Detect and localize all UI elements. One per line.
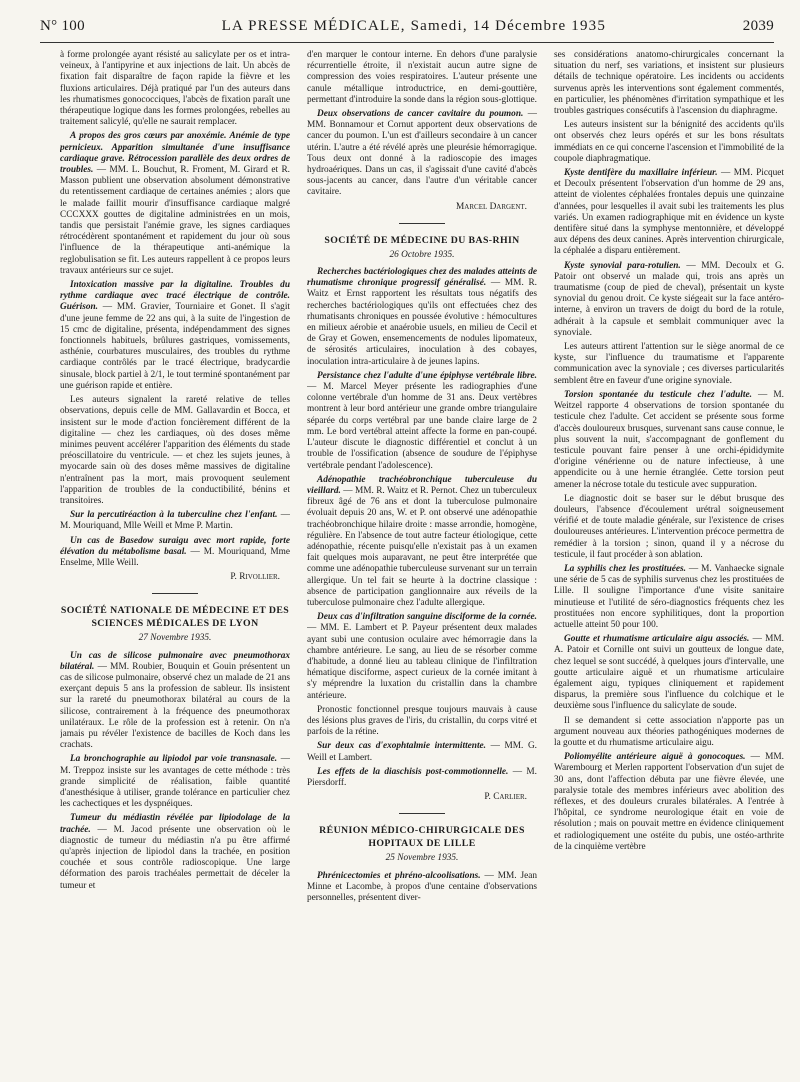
article-title: Intoxication massive par la digitaline. Troubles du rythme cardiaque avec tracé électrique de contrôle. Guérison. xyxy=(60,280,290,313)
section-separator xyxy=(152,593,198,594)
paragraph: Pronostic fonctionnel presque toujours mauvais à cause des lésions plus graves de l'iris, du cristallin, du corps vitré et parfois de la rétine. xyxy=(307,704,537,738)
article-body: — M. Weitzel rapporte 4 observations de torsion spontanée du testicule chez l'adulte. Cet accident se présente sous forme d'accès douloureux brusques, survenant sans cause connue, le plus souvent la nuit, s'accompagnant de gonflement du testicule pouvant faire penser à une orchi-épididymite d'origine vénérienne ou de nature infectieuse, à une appendicite ou à une hernie étranglée. Cette torsion peut amener la nécrose totale du testicule avec suppuration. xyxy=(554,389,784,490)
article-body: — M. Piersdorff. xyxy=(307,766,537,788)
article-body: — M. Mouriquand, Mlle Weill et Mme P. Martin. xyxy=(60,510,290,532)
article-title: La syphilis chez les prostituées. xyxy=(564,563,686,574)
paragraph: Les auteurs attirent l'attention sur le siège anormal de ce kyste, sur l'influence du traumatisme et l'apparente communication avec la synoviale ; ces diverses particularités semblent être en faveur d'une origine synoviale. xyxy=(554,342,784,386)
paragraph xyxy=(307,475,537,609)
article-body: — M. Treppoz insiste sur les avantages de cette méthode : très grande simplicité de réalisation, faible quantité d'anesthésique à utiliser, grande tolérance en particulier chez les cachectiques et les dyspnéiques. xyxy=(60,754,290,810)
paragraph: d'en marquer le contour interne. En dehors d'une paralysie récurrentielle étroite, il n'existait aucun autre signe de compression des voies respiratoires. L'auteur présente une canule métallique introductrice, en demi-gouttière, permettant d'introduire la sonde dans la région sous-glottique. xyxy=(307,50,537,105)
session-date: 25 Novembre 1935. xyxy=(385,853,459,864)
article-title: La bronchographie au lipiodol par voie transnasale. xyxy=(70,754,278,765)
article-title: Phrénicectomies et phréno-alcoolisations. xyxy=(317,870,481,881)
article-body: — MM. Decoulx et G. Patoir ont observé un malade qui, trois ans après un traumatisme (coup de pied de cheval), présentait un kyste synovial du genou droit. Ce kyste siégeait sur la face antéro-interne, à environ un travers de doigt du bord de la rotule, adhérait à la capsule et semblait communiquer avec la synoviale. xyxy=(554,260,784,338)
section-heading: SOCIÉTÉ DE MÉDECINE DU BAS-RHIN xyxy=(324,234,520,246)
article-body: — MM. L. Bouchut, R. Froment, M. Girard et R. Masson publient une observation absolument démonstrative du retentissement cardiaque de certaines anémies ; alors que le malade faillit mourir d'insuffisance cardiaque malgré CCCXXX gouttes de digitaline administrées en un mois, tandis que persistait l'anémie grave, les signes cardiaques rétrocédèrent spontanément et rapidement du jour où sous l'influence de la thérapeutique anti-anémique la reglobulisation se fit. Les auteurs rappellent à ce propos leurs travaux antérieurs sur ce sujet. xyxy=(60,165,290,276)
paragraph: Les auteurs signalent la rareté relative de telles observations, depuis celle de MM. Gallavardin et Bocca, et insistent sur le mode d'action foncièrement différent de la digitaline — chez les cardiaques, où des doses même minimes peuvent accélérer l'apparition des éléments du stade préoscillatoire du ventricule. — et chez les sujets jeunes, à myocarde sain où des doses même massives de digitaline n'entraînent pas la mort, mais provoquent seulement l'apparition de troubles de la conductibilité, bénins et transitoires. xyxy=(60,395,290,506)
article-title: Sur deux cas d'exophtalmie intermittente. xyxy=(317,741,486,752)
section-separator xyxy=(399,813,445,814)
article-body: — M. Vanhaecke signale une série de 5 cas de syphilis survenus chez les prostituées de Lille. Il souligne l'importance d'une visite sanitaire minutieuse et l'utilité de séro-diagnostics fréquents chez les prostituées non encore syphilitiques, dont la proportion actuelle atteint 50 pour 100. xyxy=(554,563,784,630)
session-date: 27 Novembre 1935. xyxy=(138,633,212,644)
paragraph xyxy=(554,564,784,631)
article-body: — M. Jacod présente une observation où le diagnostic de tumeur du médiastin n'a pu être affirmé qu'après injection de lipiodol dans la trachée, en position couchée et sous contrôle radioscopique. Une large déformation des parois trachéales permettait de déceler la tumeur et xyxy=(60,824,290,891)
article-title: Persistance chez l'adulte d'une épiphyse vertébrale libre. xyxy=(317,370,537,381)
article-body: — MM. Roubier, Bouquin et Gouin présentent un cas de silicose pulmonaire, observé chez un malade de 21 ans exerçant depuis 5 ans la profession de sableur. Ils insistent sur la rareté du pneumothorax bilatéral au cours de la silicose, contrairement à la fréquence des pneumothorax unilatéraux. Le rôle de la profession est à retenir. On n'a jamais pu révéler l'existence de bacilles de Koch dans les crachats. xyxy=(60,661,290,751)
article-body: — MM. Bonnamour et Cornut apportent deux observations de cancer du poumon. L'un est d'ailleurs secondaire à un cancer utérin. L'autre a été révélé après une pleurésie hémorragique. Tous deux ont donné à la radioscopie des images hydroaériques. Dans un cas, il s'agissait d'une cavité d'abcès sous-jacents au cancer, dans l'autre d'un véritable cancer cavitaire. xyxy=(307,109,537,198)
issue-number: N° 100 xyxy=(40,18,85,34)
paragraph xyxy=(307,741,537,763)
paragraph: à forme prolongée ayant résisté au salicylate per os et intra-veineux, à l'antipyrine et aux injections de lait. Un abcès de fixation fait disparaître de façon rapide la fièvre et les fluxions articulaires. Déjà pratiqué par l'un des auteurs dans les rhumatismes gonococciques, l'abcès de fixation paraît une thérapeutique logique dans les formes prolongées, rebelles au traitement salicylé, qu'elle ne saurait remplacer. xyxy=(60,50,290,128)
paragraph xyxy=(554,168,784,258)
article-title: Torsion spontanée du testicule chez l'adulte. xyxy=(564,389,752,400)
section-separator xyxy=(399,223,445,224)
paragraph xyxy=(307,371,537,472)
article-title: A propos des gros cœurs par anoxémie. Anémie de type pernicieux. Apparition simultanée d'une insuffisance cardiaque grave. Rétrocession parallèle des deux ordres de troubles. xyxy=(60,131,290,176)
article-title: Recherches bactériologiques chez des malades atteints de rhumatisme chronique progressif généralisé. xyxy=(307,267,537,289)
paragraph xyxy=(60,280,290,392)
signature: P. Rivollier. xyxy=(230,572,280,583)
article-title: Goutte et rhumatisme articulaire aigu associés. xyxy=(564,634,750,645)
paragraph xyxy=(307,109,537,199)
article-title: Kyste synovial para-rotulien. xyxy=(564,260,681,271)
publication-title: LA PRESSE MÉDICALE, Samedi, 14 Décembre 1935 xyxy=(221,18,607,34)
signature: P. Carlier. xyxy=(484,792,527,803)
article-body: — M. Mouriquand, Mme Enselme, Mlle Weill. xyxy=(60,546,290,568)
article-title: Un cas de silicose pulmonaire avec pneumothorax bilatéral. xyxy=(60,650,290,672)
paragraph xyxy=(307,767,537,789)
article-title: Kyste dentifère du maxillaire inférieur. xyxy=(564,168,718,179)
header-rule xyxy=(40,42,774,43)
article-title: Deux observations de cancer cavitaire du poumon. xyxy=(317,109,524,120)
section-heading: RÉUNION MÉDICO-CHIRURGICALE DES HOPITAUX DE LILLE xyxy=(319,825,525,850)
article-title: Poliomyélite antérieure aiguë à gonocoques. xyxy=(564,752,746,763)
article-body: — MM. G. Weill et Lambert. xyxy=(307,741,537,763)
paragraph: Le diagnostic doit se baser sur le début brusque des douleurs, l'absence d'écoulement urétral soigneusement vérifié et de toute maladie générale, sur l'existence de crises douloureuses antérieures. L'intervention précoce permettra de remédier à la torsion ; sinon, quand il y a nécrose du testicule, il faut procéder à son ablation. xyxy=(554,493,784,560)
article-body: — MM. Gravier, Tourniaire et Gonet. Il s'agit d'une jeune femme de 22 ans qui, à la suite de l'ingestion de 15 cmc de digitaline, présenta, indépendamment des signes fonctionnels habituels, brûlures gastriques, vomissements, asthénie, courbatures musculaires, des troubles du rythme cardiaque contrôlés par le tracé électrique, bradycardie sinusale, block partiel à 2/1, le tout terminé spontanément par une guérison rapide et entière. xyxy=(60,302,290,391)
article-title: Adénopathie trachéobronchique tuberculeuse du vieillard. xyxy=(307,474,537,496)
column-1 xyxy=(60,50,290,1082)
paragraph: Les auteurs insistent sur la bénignité des accidents qu'ils ont observés chez leurs opérés et sur les bons résultats immédiats en ce qui concerne l'ascension et l'immobilité de la coupole diaphragmatique. xyxy=(554,120,784,164)
paragraph xyxy=(554,752,784,853)
paragraph xyxy=(307,871,537,905)
article-body: — M. Marcel Meyer présente les radiographies d'une colonne vertébrale d'un homme de 31 ans. Deux vertèbres montrent à leur bord antérieur une grande ombre triangulaire séparée du corps vertébral par une bande claire large de 2 mm. Le bord vertébral atteint affecte la forme en pan-coupé. L'auteur discute le diagnostic différentiel et conclut à un trouble de l'ossification (absence de soudure de l'épiphyse vertébrale pendant l'adolescence). xyxy=(307,382,537,471)
page-header xyxy=(40,18,774,40)
paragraph xyxy=(60,510,290,532)
column-3 xyxy=(554,50,784,1082)
article-body: — MM. R. Waitz et Ernst rapportent les résultats tous négatifs des recherches bactériologiques qu'ils ont effectuées chez des rhumatisants chroniques en poussée évolutive : hémocultures en milieux aérobie et anaérobie usuels, en milieu de Cecil et de Gray et Gowen, ensemencements de nodules lipomateux, de sérosités articulaires, inoculation à des cobayes, inoculation intra-articulaire à de jeunes lapins. xyxy=(307,278,537,367)
paragraph xyxy=(60,813,290,891)
article-body: — MM. Picquet et Decoulx présentent l'observation d'un homme de 29 ans, atteint de violentes céphalées frontales depuis une quinzaine d'années, pour lesquelles il avait subi les traitements les plus variés. Un examen radiographique mit en évidence un kyste dentifère situé dans la symphyse mentonnière, et développé aux dépens des deux canines. Après intervention chirurgicale, la céphalée a disparu entièrement. xyxy=(554,168,784,257)
article-body: — MM. E. Lambert et P. Payeur présentent deux malades ayant subi une contusion oculaire avec hémorragie dans la chambre antérieure. Le sang, au lieu de se résorber comme d'habitude, a donné lieu au tableau clinique de l'infiltration hématique disciforme, aspect curieux de la cornée imitant à s'y méprendre la luxation du cristallin dans la chambre antérieure. xyxy=(307,623,537,701)
column-2 xyxy=(307,50,537,1082)
article-body: — MM. Jean Minne et Lacombe, à propos d'une centaine d'observations personnelles, présentent diver- xyxy=(307,870,537,903)
page-number: 2039 xyxy=(742,18,774,34)
paragraph xyxy=(60,754,290,810)
article-title: Sur la percutiréaction à la tuberculine chez l'enfant. xyxy=(70,510,278,521)
paragraph: Il se demandent si cette association n'apporte pas un argument nouveau aux théories pathogéniques modernes de la goutte et du rhumatisme articulaire aigu. xyxy=(554,715,784,748)
article-title: Deux cas d'infiltration sanguine disciforme de la cornée. xyxy=(317,612,537,623)
article-body: — MM. Warembourg et Merlen rapportent l'observation d'un sujet de 30 ans, dont l'affection débuta par une fièvre élevée, une paralysie totale des membres inférieurs avec abolition des réflexes, et des douleurs crurales bilatérales. A l'entrée à l'hôpital, ce syndrome neurologique était en voie de résolution ; mais on pouvait mettre en évidence cliniquement et radiologiquement une ostéite du pubis, une ostéo-arthrite de la cinquième vertèbre xyxy=(554,752,784,852)
paragraph xyxy=(307,612,537,702)
paragraph xyxy=(60,536,290,570)
paragraph xyxy=(60,131,290,277)
paragraph xyxy=(307,267,537,368)
paragraph xyxy=(60,651,290,752)
paragraph xyxy=(554,634,784,712)
paragraph xyxy=(554,261,784,339)
signature: Marcel Dargent. xyxy=(456,201,527,212)
article-body: — MM. A. Patoir et Cornille ont suivi un goutteux de longue date, chez lequel se sont succédé, à quelques jours d'intervalle, une goutte articulaire aiguë et un rhumatisme articulaire également aigu, typiques cliniquement et rapidement disparus, la première sous l'influence du colchique et le deuxième sous l'influence du salicylate de soude. xyxy=(554,634,784,712)
paragraph: ses considérations anatomo-chirurgicales concernant la situation du nerf, ses variations, et insistent sur plusieurs détails de technique opératoire. Les incidents ou accidents survenus après les interventions sont également commentés, en particulier, les phénomènes d'irritation sympathique et les troubles gastriques consécutifs à l'ascension du diaphragme. xyxy=(554,50,784,117)
section-heading: SOCIÉTÉ NATIONALE DE MÉDECINE ET DES SCIENCES MÉDICALES DE LYON xyxy=(60,605,290,630)
article-title: Un cas de Basedow suraigu avec mort rapide, forte élévation du métabolisme basal. xyxy=(60,535,290,557)
session-date: 26 Octobre 1935. xyxy=(389,249,455,260)
article-body: — MM. R. Waitz et R. Pernot. Chez un tuberculeux fibreux âgé de 76 ans et dont la tuberculose pulmonaire évoluait depuis 20 ans, W. et P. ont observé une adénopathie trachéobronchique hilaire droite : masse arrondie, homogène, régulière. En l'absence de tout autre facteur étiologique, cette adénopathie, récente puisqu'elle n'existait pas à un examen fait quelques mois auparavant, ne peut être interprétée que comme une adénopathie tuberculeuse survenant sur un terrain allergique. Un tel fait se heurte à la doctrine classique : absence de participation ganglionnaire aux réveils de la tuberculose pulmonaire chez l'adulte allergique. xyxy=(307,485,537,608)
article-title: Les effets de la diaschisis post-commotionnelle. xyxy=(317,766,509,777)
article-title: Tumeur du médiastin révélée par lipiodolage de la trachée. xyxy=(60,813,290,835)
paragraph xyxy=(554,390,784,491)
article-columns xyxy=(60,50,784,1082)
